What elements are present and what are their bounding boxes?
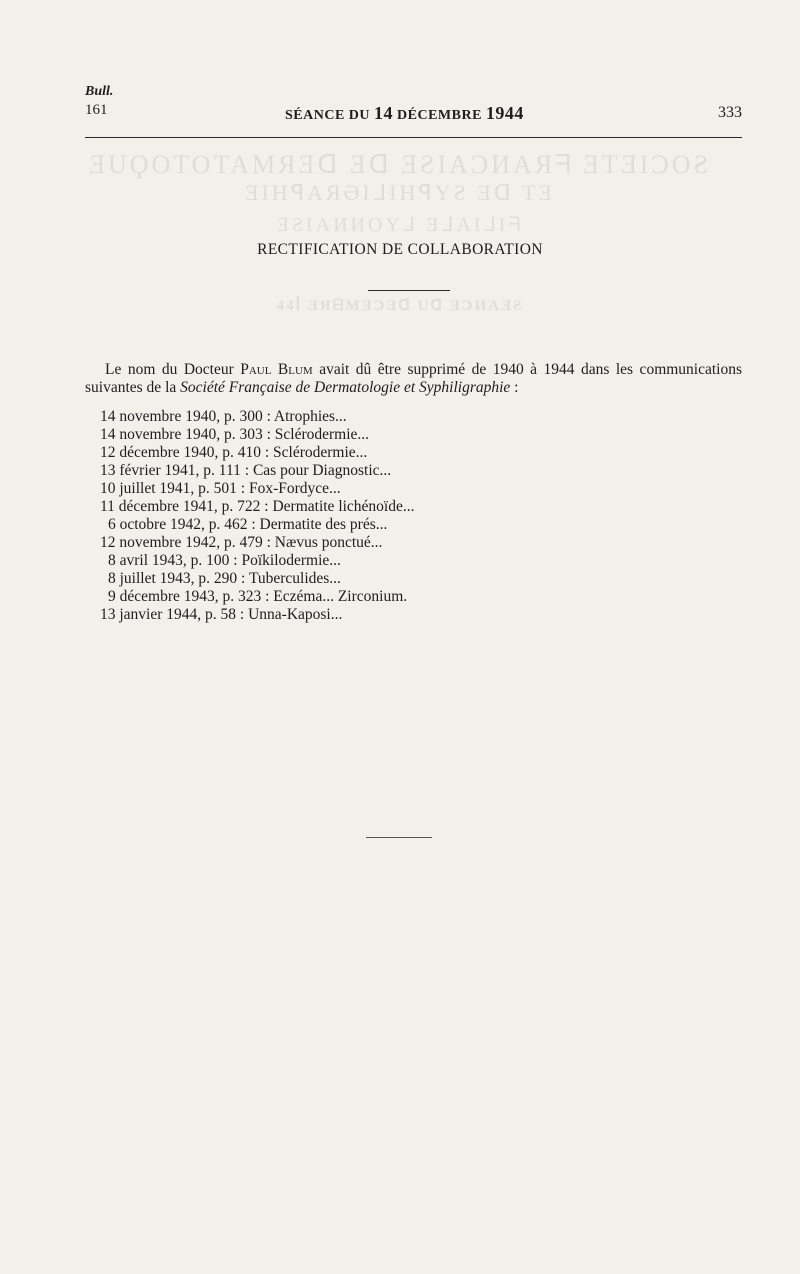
- page-number: 333: [718, 104, 742, 121]
- running-head: [85, 84, 113, 120]
- list-item: 8 avril 1943, p. 100 : Poïkilodermie...: [108, 552, 341, 569]
- intro-part3: :: [514, 378, 519, 396]
- list-item: 10 juillet 1941, p. 501 : Fox-Fordyce...: [100, 480, 341, 497]
- seance-year: 1944: [485, 103, 524, 123]
- list-item: 6 octobre 1942, p. 462 : Dermatite des prés...: [108, 516, 388, 533]
- list-item: 11 décembre 1941, p. 722 : Dermatite lichénoïde...: [100, 498, 415, 515]
- intro-part2: avait dû être supprimé de 1940 à 1944 dans les communications suivantes de la: [85, 360, 743, 396]
- bleed-through: ƎIHꟼAЯӘIᒧIHꟼYƧ Ǝᗡ TƎ: [245, 180, 555, 205]
- list-item: 14 novembre 1940, p. 303 : Sclérodermie...: [100, 426, 370, 443]
- seance-day: 14: [374, 103, 394, 123]
- title-rule: [368, 290, 450, 291]
- bleed-through: 44ꟾ ƎЯᗺMƎϽƎᗡ Uᗡ ƎϽИAƎƧ: [276, 298, 524, 314]
- seance-prefix: SÉANCE DU: [285, 108, 371, 123]
- list-item: 12 novembre 1942, p. 479 : Nævus ponctué...: [100, 534, 383, 551]
- bleed-through: ƎUϘOTOTAMЯƎᗡ Ǝᗡ ƎƧIAϽИAЯᖷ ƎTƎIϽOƧ: [89, 150, 711, 179]
- bulletin-label: Bull.: [85, 84, 114, 99]
- list-item: 12 décembre 1940, p. 410 : Sclérodermie...: [100, 444, 368, 461]
- list-item: 13 janvier 1944, p. 58 : Unna-Kaposi...: [100, 606, 343, 623]
- seance-heading: [285, 103, 524, 124]
- seance-month: DÉCEMBRE: [397, 108, 482, 123]
- end-rule: [366, 837, 432, 838]
- header-rule: [85, 137, 742, 138]
- communication-list: [100, 408, 415, 624]
- list-item: 8 juillet 1943, p. 290 : Tuberculides...: [108, 570, 341, 587]
- bulletin-number: 161: [85, 102, 108, 118]
- intro-part1: Le nom du Docteur: [105, 360, 234, 378]
- list-item: 9 décembre 1943, p. 323 : Eczéma... Zirconium.: [108, 588, 408, 605]
- list-item: 13 février 1941, p. 111 : Cas pour Diagnostic...: [100, 462, 392, 479]
- doctor-name: Paul Blum: [240, 360, 313, 378]
- section-title: RECTIFICATION DE COLLABORATION: [257, 241, 543, 258]
- intro-paragraph: [85, 361, 742, 397]
- list-item: 14 novembre 1940, p. 300 : Atrophies...: [100, 408, 347, 425]
- bleed-through: ƎƧIAИИOYᒧ ƎᒧAIᒧIᖷ: [276, 214, 524, 236]
- journal-name: Société Française de Dermatologie et Syphiligraphie: [180, 378, 511, 396]
